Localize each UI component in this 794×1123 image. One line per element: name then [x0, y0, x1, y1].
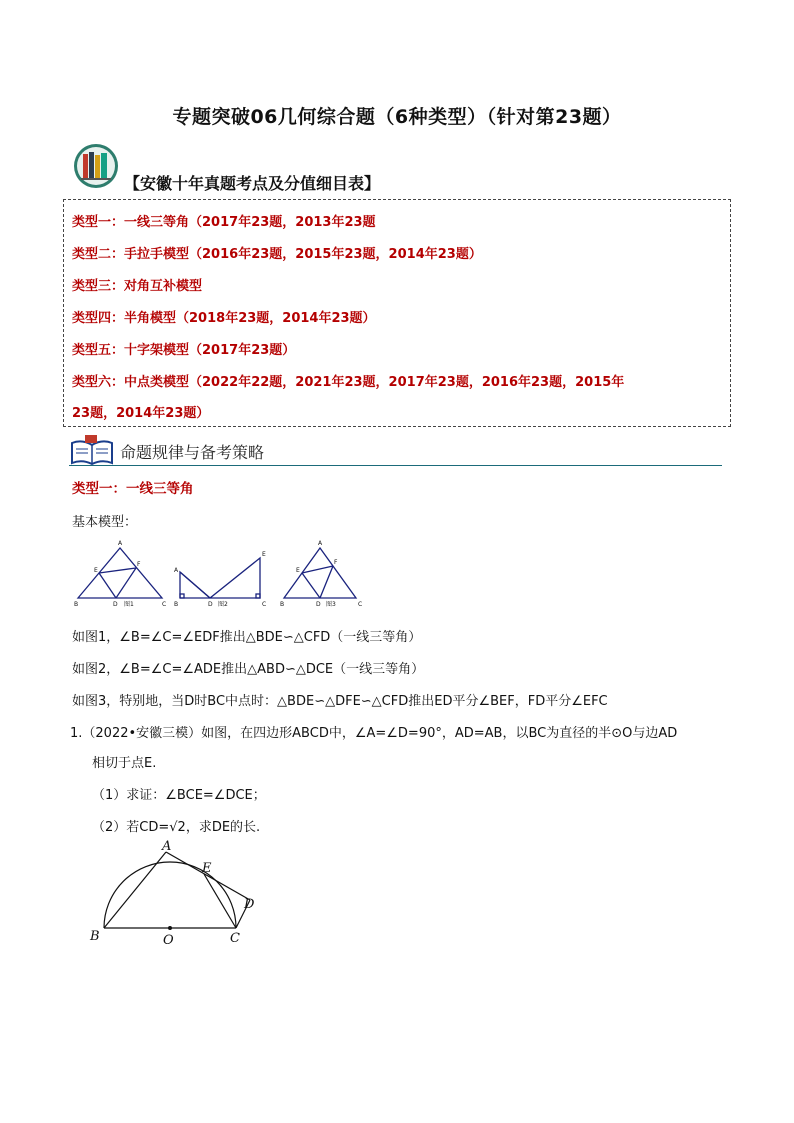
type-line-4: 类型四：半角模型（2018年23题，2014年23题） — [72, 311, 376, 326]
point-B: B — [90, 929, 100, 944]
svg-text:D: D — [316, 601, 321, 608]
point-O: O — [163, 933, 174, 948]
svg-text:E: E — [262, 551, 266, 558]
svg-text:E: E — [94, 567, 98, 574]
svg-text:E: E — [296, 567, 300, 574]
question-figure — [84, 836, 274, 948]
fig2-label: 图2 — [218, 601, 228, 608]
svg-text:A: A — [118, 540, 123, 547]
svg-text:B: B — [74, 601, 79, 608]
svg-text:C: C — [162, 601, 167, 608]
section-divider — [69, 465, 722, 466]
point-A: A — [162, 839, 172, 854]
type-line-2: 类型二：手拉手模型（2016年23题，2015年23题，2014年23题） — [72, 247, 482, 262]
question-1-part-1: （1）求证：∠BCE=∠DCE； — [92, 788, 266, 803]
type-line-6-cont: 23题，2014年23题） — [72, 406, 210, 421]
model-line-2: 如图2，∠B=∠C=∠ADE推出△ABD∽△DCE（一线三等角） — [72, 662, 425, 677]
type-line-5: 类型五：十字架模型（2017年23题） — [72, 343, 296, 358]
table-heading: 【安徽十年真题考点及分值细目表】 — [124, 174, 381, 193]
book-logo-icon — [73, 143, 119, 189]
point-E: E — [202, 861, 212, 876]
model-figures — [70, 536, 380, 612]
sub-type-heading: 类型一：一线三等角 — [72, 481, 194, 497]
basic-model-label: 基本模型： — [72, 515, 138, 530]
svg-text:A: A — [174, 567, 179, 574]
svg-text:B: B — [280, 601, 285, 608]
model-line-3: 如图3，特别地，当D时BC中点时：△BDE∽△DFE∽△CFD推出ED平分∠BEF，FD平分∠EFC — [72, 694, 608, 709]
svg-text:C: C — [262, 601, 267, 608]
svg-text:C: C — [358, 601, 363, 608]
question-1-line-1: 1.（2022•安徽三模）如图，在四边形ABCD中，∠A=∠D=90°，AD=AB，以BC为直径的半⊙O与边AD — [70, 726, 678, 741]
type-line-1: 类型一：一线三等角（2017年23题，2013年23题 — [72, 215, 376, 230]
svg-text:D: D — [113, 601, 118, 608]
section-heading: 命题规律与备考策略 — [120, 443, 265, 462]
model-line-1: 如图1，∠B=∠C=∠EDF推出△BDE∽△CFD（一线三等角） — [72, 630, 422, 645]
svg-text:B: B — [174, 601, 179, 608]
svg-text:F: F — [334, 559, 338, 566]
type-line-3: 类型三：对角互补模型 — [72, 279, 203, 294]
question-1-part-2: （2）若CD=√2，求DE的长. — [92, 820, 261, 835]
point-D: D — [244, 897, 255, 912]
svg-text:F: F — [137, 561, 141, 568]
sqrt-value: √2 — [169, 820, 186, 835]
open-book-icon — [69, 433, 115, 467]
question-1-line-2: 相切于点E. — [92, 756, 157, 771]
point-C: C — [230, 931, 240, 946]
page-title: 专题突破06几何综合题（6种类型）（针对第23题） — [172, 106, 622, 128]
fig1-label: 图1 — [124, 601, 134, 608]
svg-text:D: D — [208, 601, 213, 608]
fig3-label: 图3 — [326, 601, 336, 608]
svg-text:A: A — [318, 540, 323, 547]
type-line-6: 类型六：中点类模型（2022年22题，2021年23题，2017年23题，2016年23题，2015年 — [72, 375, 625, 390]
